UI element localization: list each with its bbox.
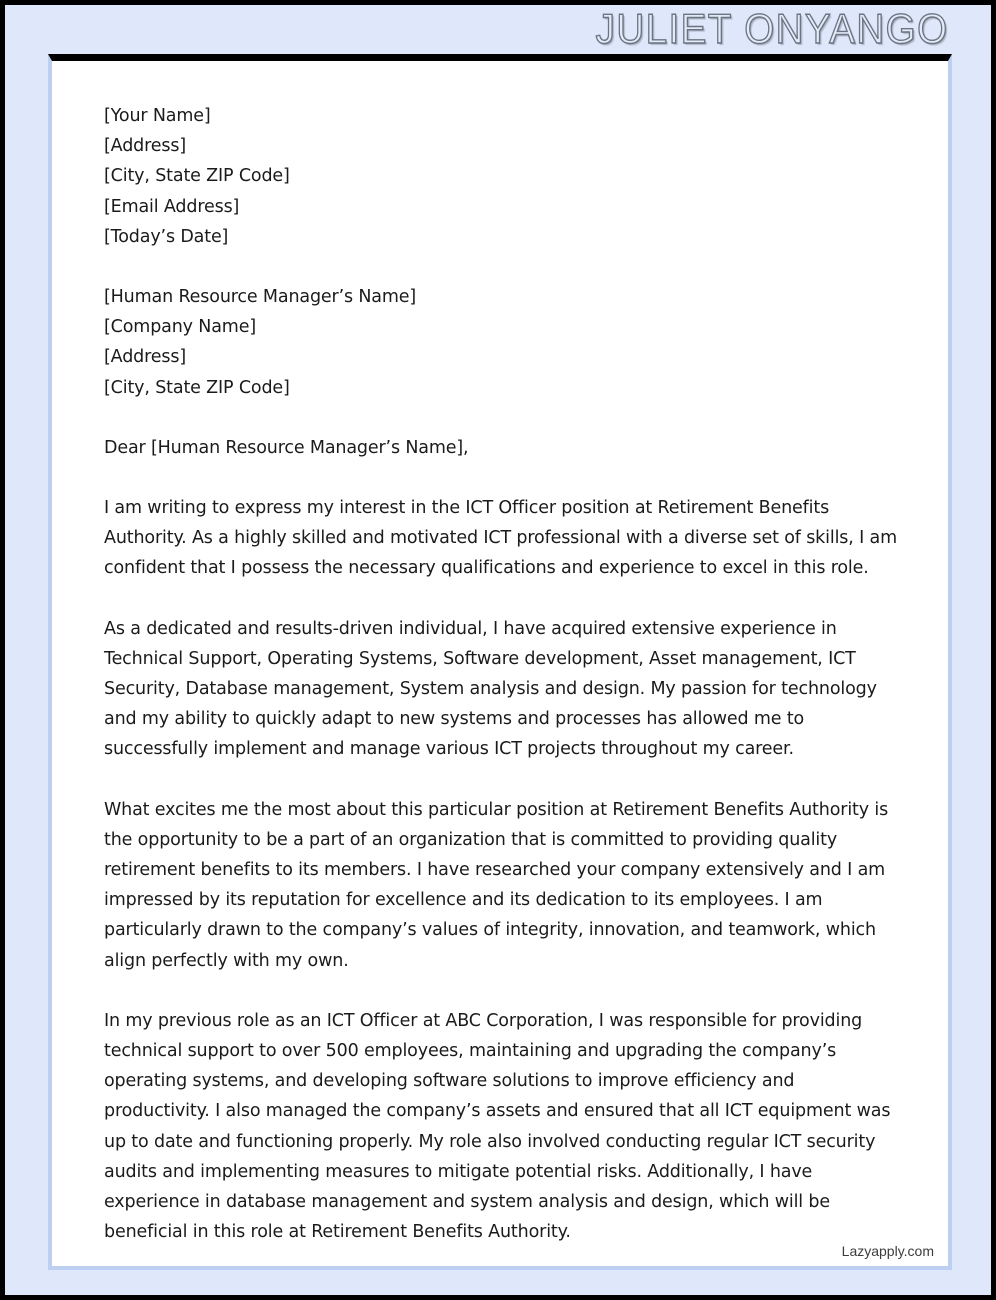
letter-paragraph-2: As a dedicated and results-driven individual, I have acquired extensive experience in Technical Support, Operating Systems, Software development, Asset management, ICT Security, Database management, System analysis and design. My passion for technology and my ability to quickly adapt to new systems and processes has allowed me to successfully implement and manage various ICT projects throughout my career. bbox=[104, 618, 877, 760]
recipient-address-block bbox=[104, 282, 904, 403]
sender-address-line: [Today’s Date] bbox=[104, 226, 229, 247]
recipient-address-line: [Address] bbox=[104, 347, 186, 368]
lazyapply-watermark: Lazyapply.com bbox=[841, 1243, 934, 1259]
letter-paragraph-1: I am writing to express my interest in the ICT Officer position at Retirement Benefits Authority. As a highly skilled and motivated ICT professional with a diverse set of skills, I am confident that I possess the necessary qualifications and experience to excel in this role. bbox=[104, 498, 897, 579]
sender-address-line: [City, State ZIP Code] bbox=[104, 166, 290, 187]
document-header-band bbox=[5, 5, 991, 54]
sender-address-block bbox=[104, 101, 904, 252]
letter-sheet bbox=[48, 54, 952, 1270]
recipient-address-line: [City, State ZIP Code] bbox=[104, 377, 290, 398]
salutation: Dear [Human Resource Manager’s Name], bbox=[104, 437, 469, 458]
recipient-address-line: [Company Name] bbox=[104, 317, 256, 338]
sender-address-line: [Your Name] bbox=[104, 106, 211, 126]
letter-paragraph-3: What excites me the most about this particular position at Retirement Benefits Authority is the opportunity to be a part of an organization that is committed to providing quality retirement benefits to its members. I have researched your company extensively and I am impressed by its reputation for excellence and its dedication to its employees. I am particularly drawn to the company’s values of integrity, innovation, and teamwork, which align perfectly with my own. bbox=[104, 799, 889, 971]
page-bottom-margin bbox=[5, 1270, 991, 1295]
sender-address-line: [Email Address] bbox=[104, 196, 240, 217]
letter-paragraph-4: In my previous role as an ICT Officer at ABC Corporation, I was responsible for providing technical support to over 500 employees, maintaining and upgrading the company’s operating systems, and developing software solutions to improve efficiency and productivity. I also managed the company’s assets and ensured that all ICT equipment was up to date and functioning properly. My role also involved conducting regular ICT security audits and implementing measures to mitigate potential risks. Additionally, I have experience in database management and system analysis and design, which will be beneficial in this role at Retirement Benefits Authority. bbox=[104, 1010, 891, 1243]
recipient-address-line: [Human Resource Manager’s Name] bbox=[104, 287, 417, 308]
letter-body bbox=[104, 101, 904, 1248]
sender-address-line: [Address] bbox=[104, 136, 186, 157]
applicant-name-title: JULIET ONYANGO bbox=[596, 5, 949, 52]
